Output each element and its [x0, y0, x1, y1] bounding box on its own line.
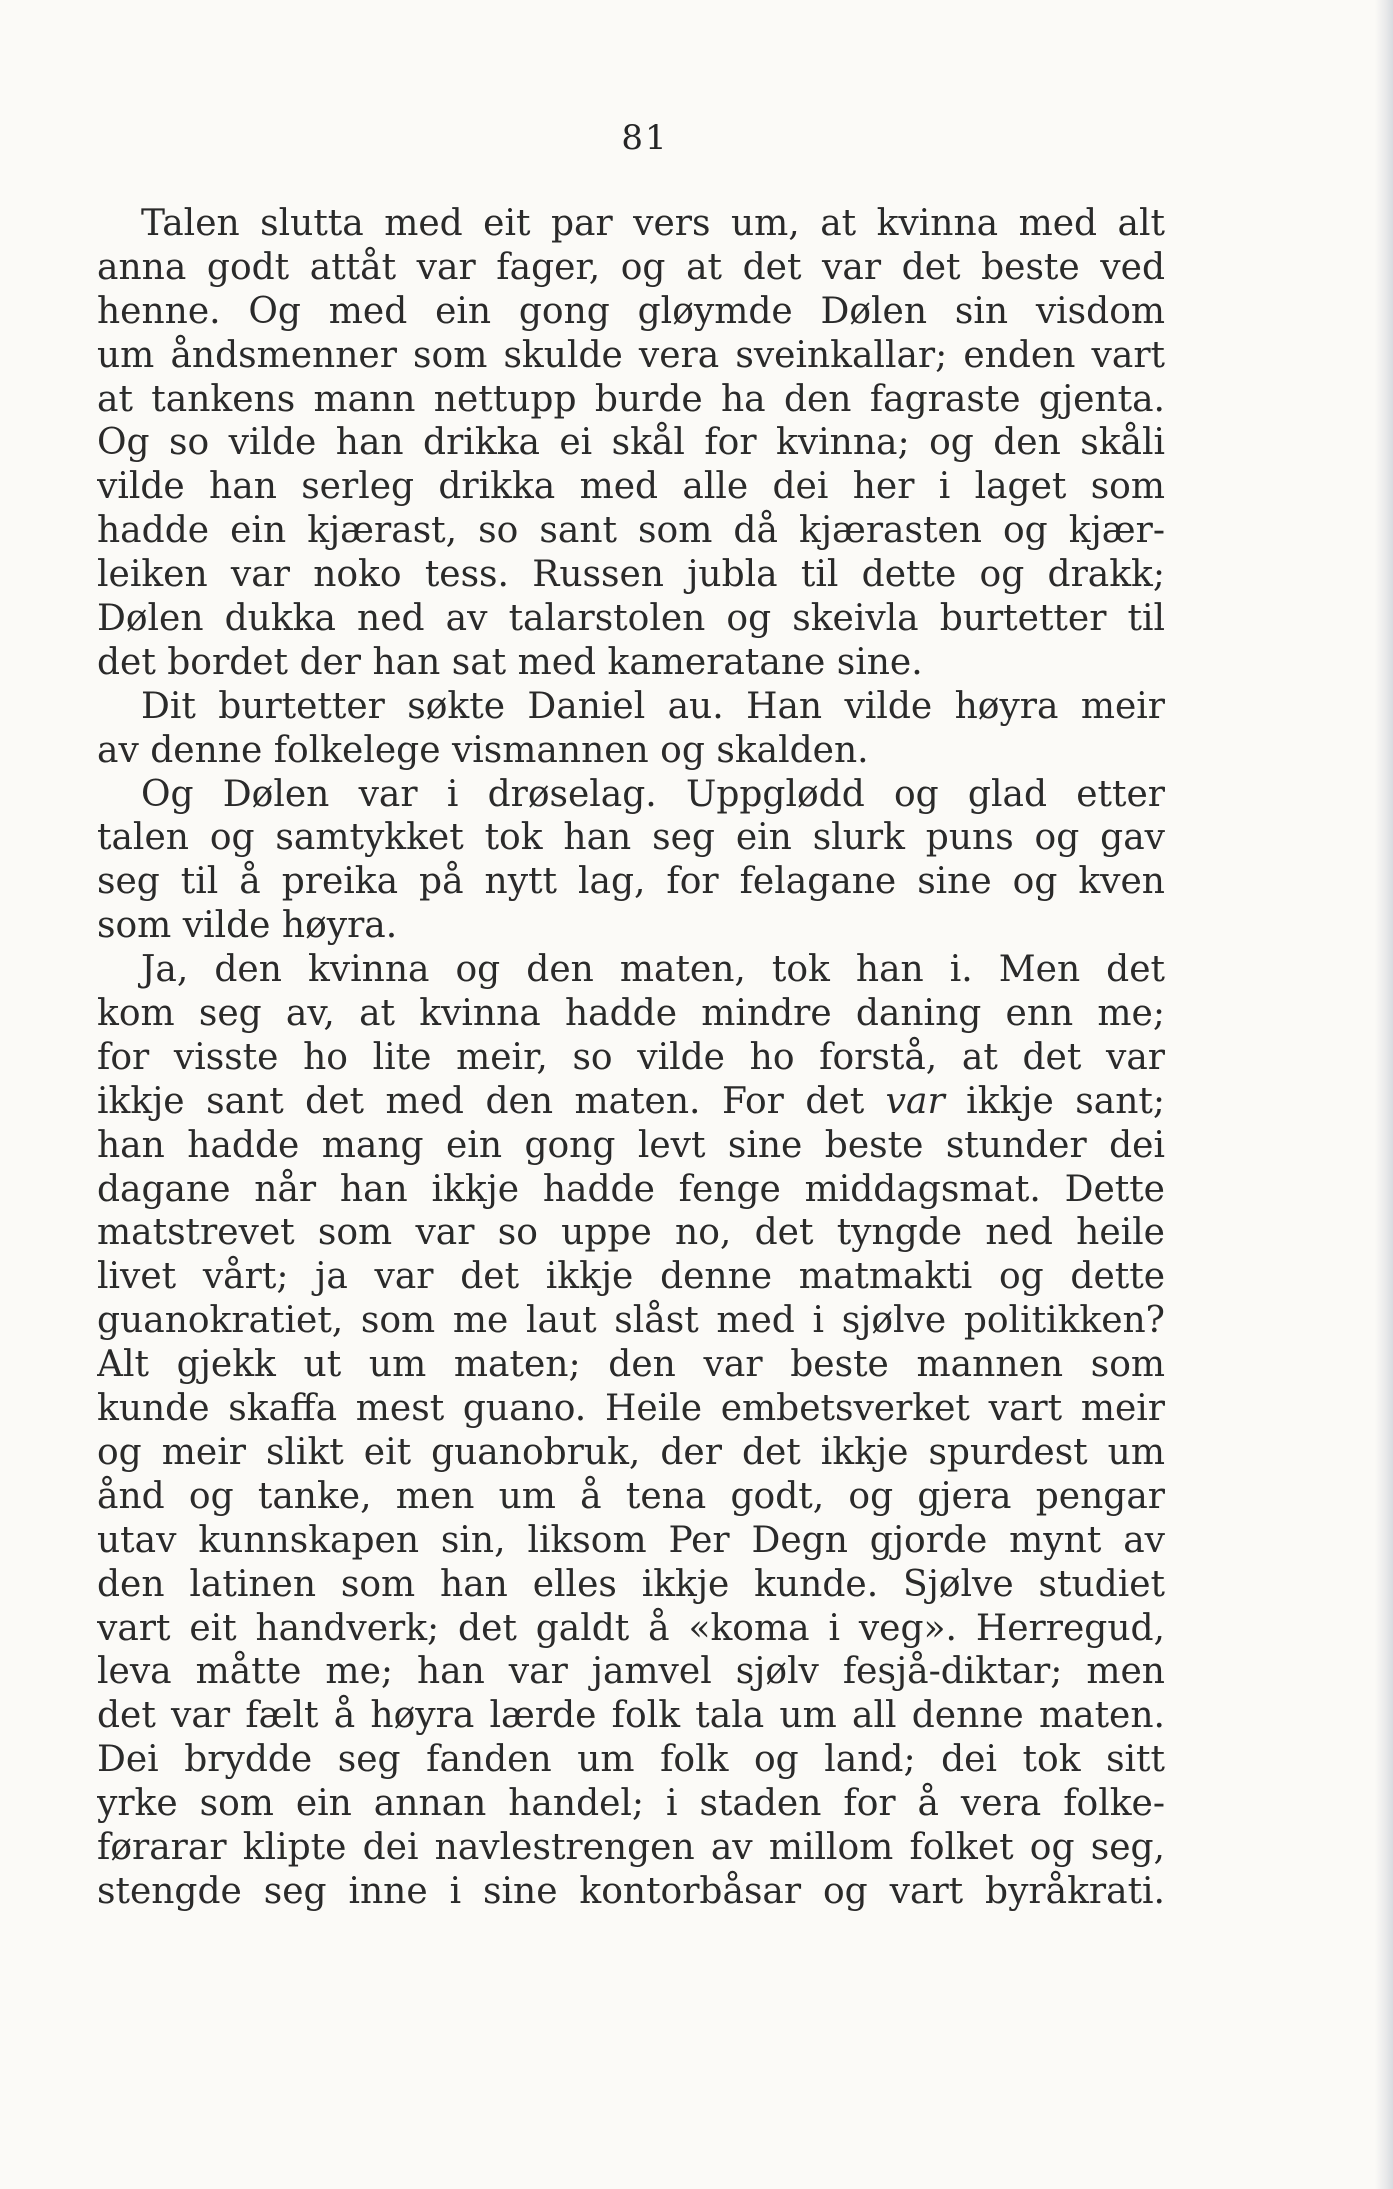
text-line: leiken var noko tess. Russen jubla til dette og drakk;: [97, 554, 1165, 596]
text-line: Dølen dukka ned av talarstolen og skeivla burtetter til: [97, 598, 1165, 640]
page-edge-shadow: [1375, 0, 1393, 2189]
text-line: stengde seg inne i sine kontorbåsar og vart byråkrati.: [97, 1870, 1165, 1912]
text-line: um åndsmenner som skulde vera sveinkallar; enden vart: [97, 334, 1165, 376]
text-line: anna godt attåt var fager, og at det var det beste ved: [97, 246, 1165, 288]
text-line: det bordet der han sat med kameratane sine.: [97, 641, 923, 683]
text-line: vilde han serleg drikka med alle dei her i laget som: [97, 466, 1165, 508]
text-line: Og so vilde han drikka ei skål for kvinna; og den skåli: [97, 422, 1165, 464]
text-line: ånd og tanke, men um å tena godt, og gjera pengar: [97, 1475, 1165, 1517]
text-line: dagane når han ikkje hadde fenge middagsmat. Dette: [97, 1168, 1165, 1210]
text-line: utav kunnskapen sin, liksom Per Degn gjorde mynt av: [97, 1519, 1165, 1561]
paragraph: [97, 948, 1165, 1914]
text-line: Alt gjekk ut um maten; den var beste mannen som: [97, 1344, 1165, 1386]
text-line: og meir slikt eit guanobruk, der det ikkje spurdest um: [97, 1431, 1165, 1473]
text-line: han hadde mang ein gong levt sine beste stunder dei: [97, 1124, 1165, 1166]
text-line: talen og samtykket tok han seg ein slurk puns og gav: [97, 817, 1165, 859]
text-line: Ja, den kvinna og den maten, tok han i. Men det: [141, 949, 1165, 991]
text-line: Dei brydde seg fanden um folk og land; dei tok sitt: [97, 1739, 1165, 1781]
paragraph: [97, 685, 1165, 773]
text-line: vart eit handverk; det galdt å «koma i veg». Herregud,: [97, 1607, 1165, 1649]
text-line: hadde ein kjærast, so sant som då kjærasten og kjær-: [97, 510, 1165, 552]
text-line: at tankens mann nettupp burde ha den fagraste gjenta.: [97, 378, 1165, 420]
text-line: Talen slutta med eit par vers um, at kvinna med alt: [141, 203, 1165, 244]
text-line: for visste ho lite meir, so vilde ho forstå, at det var: [97, 1036, 1165, 1078]
text-line: leva måtte me; han var jamvel sjølv fesjå-diktar; men: [97, 1651, 1165, 1693]
text-line: seg til å preika på nytt lag, for felagane sine og kven: [97, 861, 1165, 903]
text-line: førarar klipte dei navlestrengen av millom folket og seg,: [97, 1826, 1165, 1868]
text-line: guanokratiet, som me laut slåst med i sjølve politikken?: [97, 1300, 1165, 1342]
text-line: ikkje sant det med den maten. For det var ikkje sant;: [97, 1080, 1165, 1122]
text-line: kom seg av, at kvinna hadde mindre daning enn me;: [97, 993, 1165, 1035]
text-line: yrke som ein annan handel; i staden for å vera folke-: [97, 1783, 1165, 1825]
text-line: den latinen som han elles ikkje kunde. Sjølve studiet: [97, 1563, 1165, 1605]
text-line: som vilde høyra.: [97, 905, 398, 947]
body-text: [97, 202, 1165, 1914]
paragraph: [97, 202, 1165, 685]
paragraph: [97, 773, 1165, 949]
text-line: henne. Og med ein gong gløymde Dølen sin visdom: [97, 290, 1165, 332]
text-line: det var fælt å høyra lærde folk tala um all denne maten.: [97, 1695, 1165, 1737]
text-line: av denne folkelege vismannen og skalden.: [97, 729, 869, 771]
text-line: kunde skaffa mest guano. Heile embetsverket vart meir: [97, 1388, 1165, 1430]
text-line: Og Dølen var i drøselag. Uppglødd og glad etter: [141, 773, 1165, 815]
text-line: matstrevet som var so uppe no, det tyngde ned heile: [97, 1212, 1165, 1254]
text-line: livet vårt; ja var det ikkje denne matmakti og dette: [97, 1256, 1165, 1298]
page-number: 81: [621, 118, 669, 158]
text-line: Dit burtetter søkte Daniel au. Han vilde høyra meir: [141, 685, 1165, 727]
